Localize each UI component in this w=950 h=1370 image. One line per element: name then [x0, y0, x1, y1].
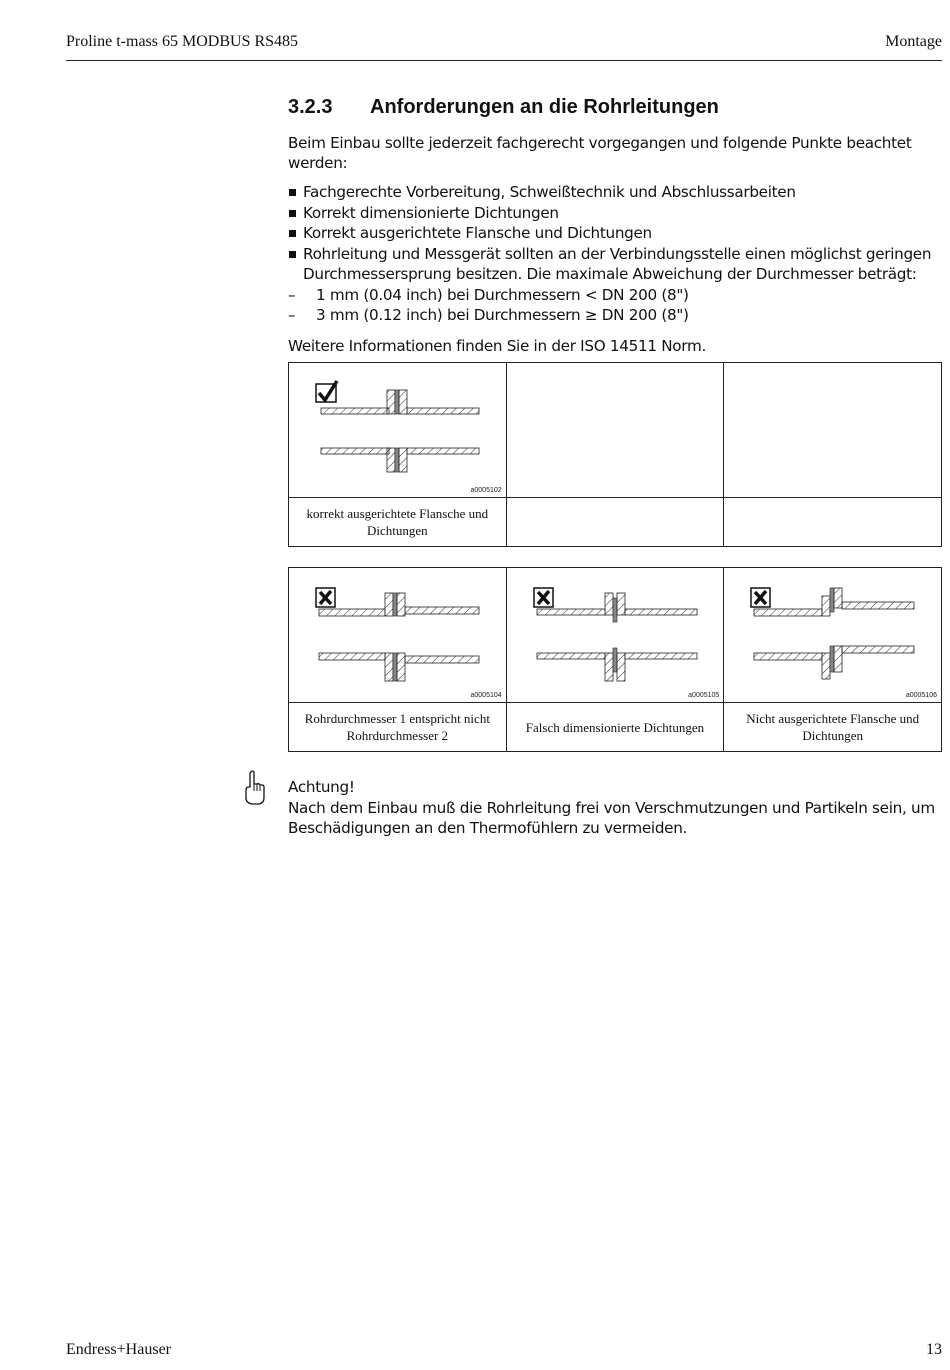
header-chapter: Montage [885, 33, 942, 50]
figure-id: a0005102 [470, 487, 502, 494]
lower-pipe [321, 448, 479, 472]
figure-caption-empty [506, 498, 724, 547]
figure-caption-empty [724, 498, 942, 547]
upper-pipe [537, 593, 697, 622]
lower-pipe [754, 646, 914, 679]
list-item-text: Rohrleitung und Messgerät sollten an der Verbindungsstelle einen möglichst geringen Durchmessersprung besitzen. Die maximale Abweichung der Durchmesser beträgt: [303, 244, 932, 283]
lower-pipe [319, 653, 479, 681]
list-item: Fachgerechte Vorbereitung, Schweißtechnik und Abschlussarbeiten [288, 182, 942, 203]
sub-dash: – [288, 306, 296, 324]
section-number: 3.2.3 [288, 96, 333, 118]
sub-item-text: 1 mm (0.04 inch) bei Durchmessern < DN 200 (8") [316, 285, 689, 304]
section-content [288, 96, 942, 356]
list-item: Korrekt dimensionierte Dichtungen [288, 203, 942, 224]
cross-icon [534, 588, 553, 607]
figure-caption: Falsch dimensionierte Dichtungen [506, 703, 724, 752]
note-text: Nach dem Einbau muß die Rohrleitung frei von Verschmutzungen und Partikeln sein, um Beschädigungen an den Thermofühlern zu vermeiden. [288, 798, 935, 837]
figure-caption: Rohrdurchmesser 1 entspricht nicht Rohrdurchmesser 2 [289, 703, 507, 752]
page-number: 13 [926, 1341, 942, 1358]
figure-cell [724, 568, 942, 703]
cross-icon [316, 588, 335, 607]
section-heading [288, 96, 942, 119]
figure-cell-empty [506, 363, 724, 498]
sub-dash: – [288, 285, 296, 304]
sub-item-text: 3 mm (0.12 inch) bei Durchmessern ≥ DN 200 (8") [316, 306, 689, 324]
section-title: Anforderungen an die Rohrleitungen [370, 96, 719, 118]
header-title: Proline t-mass 65 MODBUS RS485 [66, 33, 299, 50]
footer-brand: Endress+Hauser [66, 1341, 171, 1358]
figure-id: a0005105 [688, 692, 720, 699]
wrong-gasket-diagram [507, 568, 724, 702]
list-item [288, 244, 942, 326]
cross-icon [751, 588, 770, 607]
figure-id: a0005104 [470, 692, 502, 699]
requirements-list [288, 182, 942, 326]
upper-pipe [754, 588, 914, 616]
figure-cell-empty [724, 363, 942, 498]
caution-note [288, 777, 942, 839]
figure-id: a0005106 [905, 692, 937, 699]
note-title: Achtung! [288, 778, 355, 796]
figure-cell [506, 568, 724, 703]
check-icon [316, 381, 337, 402]
lower-pipe [537, 648, 697, 681]
figure-table-incorrect [288, 567, 942, 752]
misaligned-flange-diagram [724, 568, 941, 702]
intro-paragraph: Beim Einbau sollte jederzeit fachgerecht vorgegangen und folgende Punkte beachtet werden: [288, 134, 912, 172]
sub-item [288, 285, 942, 306]
figure-caption: korrekt ausgerichtete Flansche und Dichtungen [289, 498, 507, 547]
upper-pipe [319, 593, 479, 616]
figure-caption: Nicht ausgerichtete Flansche und Dichtungen [724, 703, 942, 752]
figure-table-correct [288, 362, 942, 547]
pointing-hand-icon [242, 770, 266, 806]
figure-cell [289, 363, 507, 498]
upper-pipe [321, 390, 479, 414]
diameter-mismatch-diagram [289, 568, 506, 702]
figure-cell [289, 568, 507, 703]
list-item: Korrekt ausgerichtete Flansche und Dichtungen [288, 223, 942, 244]
sub-item [288, 305, 942, 326]
header-rule [66, 60, 942, 61]
correct-flange-diagram [289, 363, 506, 497]
more-info-paragraph: Weitere Informationen finden Sie in der ISO 14511 Norm. [288, 336, 706, 355]
